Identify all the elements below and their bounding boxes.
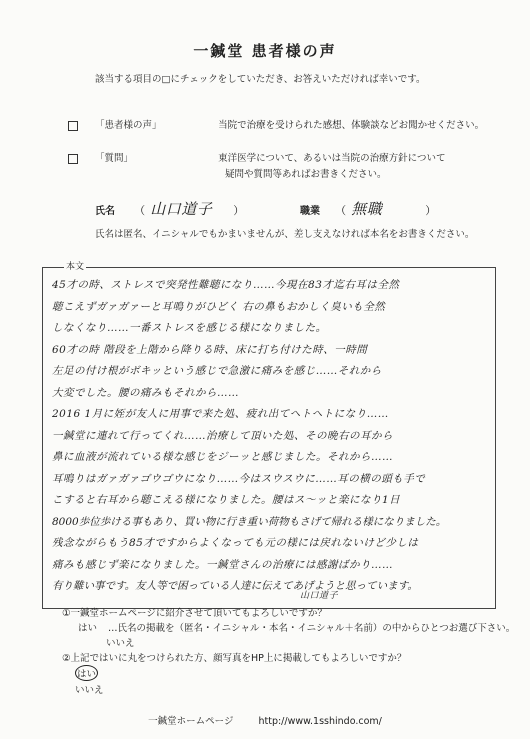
- body-line: 左足の付け根がボキッという感じで急激に痛みを感じ……それから: [52, 365, 382, 377]
- voice-checkbox[interactable]: [68, 121, 78, 131]
- footer-url[interactable]: http://www.1sshindo.com/: [258, 716, 382, 727]
- body-line: 一鍼堂に連れて行ってくれ……治療して頂いた処、その晩右の耳から: [52, 429, 393, 442]
- body-line: 45才の時、ストレスで突発性難聴になり……今現在83才迄右耳は全然: [52, 279, 400, 291]
- body-text: [52, 275, 492, 598]
- body-line: しなくなり……一番ストレスを感じる様になりました。: [52, 322, 327, 334]
- question-checkbox[interactable]: [68, 154, 78, 164]
- section-question: [68, 150, 446, 164]
- voice-desc: 当院で治療を受けられた感想、体験談などお聞かせください。: [218, 120, 485, 131]
- body-line: 2016 1月に姪が友人に用事で来た処、疲れ出てヘトヘトになり……: [52, 408, 389, 420]
- signature: 山口道子: [300, 591, 339, 601]
- page-title: 一鍼堂 患者様の声: [193, 42, 337, 60]
- name-field: [95, 198, 244, 219]
- question-desc-line2: 疑問や質問等あればお書きください。: [225, 169, 387, 180]
- footer-site: 一鍼堂ホームページ: [148, 716, 234, 727]
- q2-yes-circle: はい: [75, 665, 98, 681]
- question-desc-line1: 東洋医学について、あるいは当院の治療方針について: [218, 153, 446, 164]
- q2-no[interactable]: いいえ: [75, 685, 104, 696]
- body-line: 60才の時 階段を上階から降りる時、床に打ち付けた時、一時間: [52, 343, 368, 356]
- body-line: こすると右耳から聴こえる様になりました。腰はス〜ッと楽になり1日: [52, 494, 401, 506]
- body-line: 8000歩位歩ける事もあり、買い物に行き重い荷物もさげて帰れる様になりました。: [52, 515, 447, 528]
- q2-yes[interactable]: [75, 665, 98, 681]
- body-line: 大変でした。腰の痛みもそれから……: [52, 386, 239, 399]
- body-line: 残念ながらもう85才ですからよくなっても元の様には戻れないけど少しは: [52, 537, 419, 549]
- job-paren-open: （: [335, 204, 347, 217]
- q1-yes[interactable]: はい: [78, 623, 98, 634]
- body-line: 耳鳴りはガァガァゴウゴウになり……今はスウスウに……耳の横の頭も手で: [52, 472, 426, 485]
- name-note: 氏名は匿名、イニシャルでもかまいませんが、差し支えなければ本名をお書きください。: [95, 229, 475, 240]
- question-1-yes-row: [78, 620, 515, 634]
- job-field: [300, 198, 436, 219]
- body-line: 痛みも感じず楽になりました。一鍼堂さんの治療には感謝ばかり……: [52, 558, 393, 571]
- job-value[interactable]: 無職: [351, 200, 383, 218]
- question-label: 「質問」: [95, 153, 134, 164]
- name-label: 氏名: [95, 206, 115, 217]
- question-1: ①一鍼堂ホームページに紹介させて頂いてもよろしいですか？: [62, 608, 327, 619]
- voice-label: 「患者様の声」: [95, 120, 162, 131]
- name-value[interactable]: 山口道子: [150, 200, 213, 218]
- q1-yes-detail: …氏名の掲載を（匿名・イニシャル・本名・イニシャル＋名前）の中からひとつお選び下さい。: [108, 623, 516, 634]
- name-paren-open: （: [134, 204, 146, 217]
- footer: [0, 713, 530, 727]
- intro-text: 該当する項目の□にチェックをしていただき、お答えいただければ幸いです。: [95, 74, 426, 85]
- question-2: ②上記ではいに丸をつけられた方、顔写真をHP上に掲載してもよろしいですか？: [62, 653, 407, 664]
- job-paren-close: ）: [425, 204, 437, 217]
- job-label: 職業: [300, 206, 320, 217]
- q1-no[interactable]: いいえ: [106, 638, 135, 649]
- body-line: 鼻に血液が流れている様な感じをジーッと感じました。それから……: [52, 451, 393, 463]
- section-voice: [68, 117, 484, 131]
- body-label: 本文: [64, 259, 86, 272]
- body-line: 聴こえずガァガァーと耳鳴りがひどく 右の鼻もおかしく臭いも全然: [52, 300, 386, 313]
- body-line: 有り難い事です。友人等で困っている人達に伝えてあげようと思っています。: [52, 580, 418, 592]
- name-paren-close: ）: [233, 204, 245, 217]
